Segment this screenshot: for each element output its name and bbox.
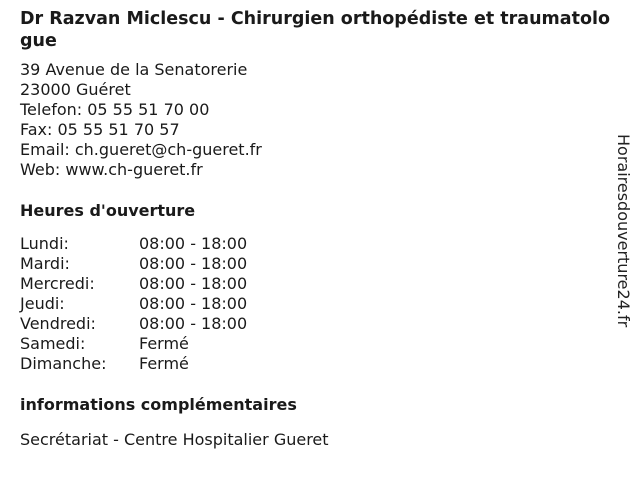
hours-row-friday [20, 314, 610, 334]
time-value: Fermé [139, 334, 189, 353]
info-heading: informations complémentaires [20, 395, 297, 414]
time-value: Fermé [139, 354, 189, 373]
email-address: Email: ch.gueret@ch-gueret.fr [20, 140, 262, 159]
day-label: Mercredi: [20, 274, 95, 293]
website-address: Web: www.ch-gueret.fr [20, 160, 203, 179]
time-value: 08:00 - 18:00 [139, 314, 248, 333]
time-value: 08:00 - 18:00 [139, 234, 248, 253]
hours-row-saturday [20, 334, 610, 354]
city-address: 23000 Guéret [20, 80, 131, 99]
day-label: Lundi: [20, 234, 69, 253]
hours-row-wednesday [20, 274, 610, 294]
hours-row-monday [20, 234, 610, 254]
contact-block [20, 60, 610, 180]
day-label: Samedi: [20, 334, 86, 353]
hours-row-tuesday [20, 254, 610, 274]
hours-table [20, 234, 610, 374]
business-listing [20, 8, 610, 450]
hours-row-thursday [20, 294, 610, 314]
site-watermark: Horairesdouverture24.fr [614, 134, 633, 328]
day-label: Mardi: [20, 254, 70, 273]
day-label: Dimanche: [20, 354, 107, 373]
fax-number: Fax: 05 55 51 70 57 [20, 120, 180, 139]
time-value: 08:00 - 18:00 [139, 294, 248, 313]
phone-number: Telefon: 05 55 51 70 00 [20, 100, 210, 119]
hours-heading: Heures d'ouverture [20, 201, 196, 220]
time-value: 08:00 - 18:00 [139, 274, 248, 293]
day-label: Vendredi: [20, 314, 96, 333]
time-value: 08:00 - 18:00 [139, 254, 248, 273]
page-title: Dr Razvan Miclescu - Chirurgien orthopédiste et traumatologue [20, 9, 611, 51]
hours-row-sunday [20, 354, 610, 374]
street-address: 39 Avenue de la Senatorerie [20, 60, 248, 79]
info-text: Secrétariat - Centre Hospitalier Gueret [20, 430, 329, 449]
day-label: Jeudi: [20, 294, 65, 313]
